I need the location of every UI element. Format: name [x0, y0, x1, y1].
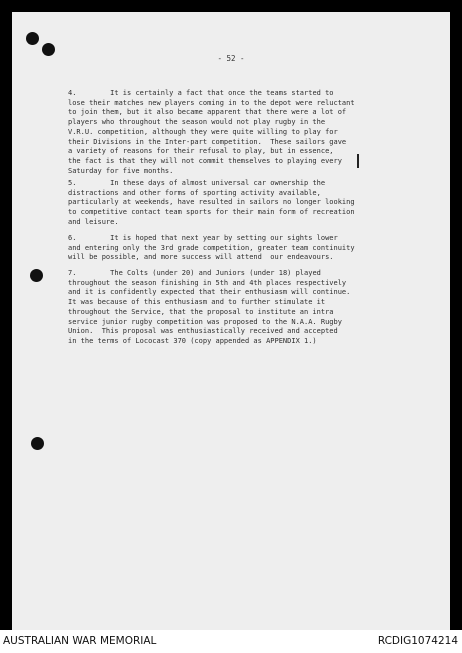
punch-hole: [26, 32, 39, 45]
paragraph-text: It is certainly a fact that once the teams started to lose their matches new players coming in to the depot were reluctant to join them, but it also became apparent that there were a lot of players who throughout the season would not play rugby in the V.R.U. competition, although they were quite willing to play for their Divisions in the Inter-part competition. These sailors gave a variety of reasons for their refusal to play, but in essence, the fact is that they will not commit themselves to playing every Saturday for five months.: [68, 89, 355, 175]
paragraph-6: [68, 234, 388, 263]
punch-hole: [31, 437, 44, 450]
document-page: [12, 12, 450, 630]
page-number: - 52 -: [217, 54, 245, 63]
punch-hole: [30, 269, 43, 282]
paragraph-number: 5.: [68, 179, 77, 187]
paragraph-number: 7.: [68, 269, 77, 277]
paragraph-number: 6.: [68, 234, 77, 242]
footer-record-id: RCDIG1074214: [377, 635, 458, 647]
paragraph-text: The Colts (under 20) and Juniors (under 18) played throughout the season finishing in 5th and 4th places respectively and it is confidently expected that their enthusiasm will continue. It was because of this enthusiasm and to further stimulate it throughout the Service, that the proposal to institute an intra service junior rugby competition was proposed to the N.A.A. Rugby Union. This proposal was enthusiastically received and accepted in the terms of Lococast 370 (copy appended as APPENDIX 1.): [68, 269, 351, 345]
paragraph-text: It is hoped that next year by setting our sights lower and entering only the 3rd grade competition, greater team continuity will be possible, and more success will attend our endeavours.: [68, 234, 355, 262]
margin-mark: [357, 154, 359, 168]
paragraph-number: 4.: [68, 89, 77, 97]
paragraph-7: [68, 269, 388, 347]
paragraph-4: [68, 89, 388, 176]
archive-footer: [0, 630, 462, 653]
footer-source: AUSTRALIAN WAR MEMORIAL: [3, 635, 157, 647]
paragraph-5: [68, 179, 388, 228]
paragraph-text: In these days of almost universal car ownership the distractions and other forms of sporting activity available, particularly at weekends, have resulted in sailors no longer looking to competitive contact team sports for their main form of recreation and leisure.: [68, 179, 355, 226]
